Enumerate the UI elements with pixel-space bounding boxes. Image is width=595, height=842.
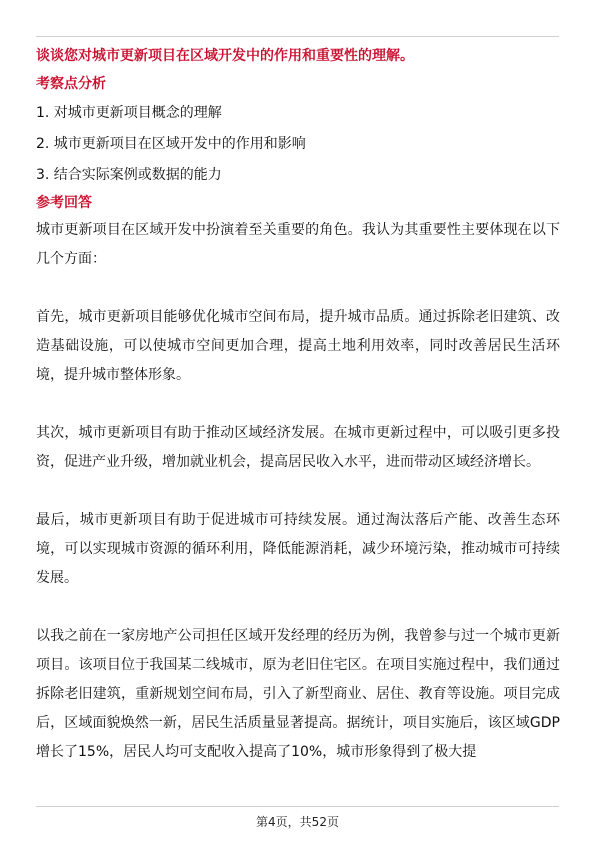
answer-paragraph-last: 最后，城市更新项目有助于促进城市可持续发展。通过淘汰落后产能、改善生态环境，可以实现城市资源的循环利用，降低能源消耗，减少环境污染，推动城市可持续发展。 — [36, 512, 560, 586]
bottom-divider — [36, 806, 559, 807]
question-title: 谈谈您对城市更新项目在区域开发中的作用和重要性的理解。 — [36, 48, 414, 64]
top-divider — [36, 36, 559, 37]
analysis-list — [36, 98, 559, 191]
analysis-item: 1. 对城市更新项目概念的理解 — [36, 105, 222, 121]
answer-heading: 参考回答 — [36, 195, 92, 211]
answer-paragraph-second: 其次，城市更新项目有助于推动区域经济发展。在城市更新过程中，可以吸引更多投资，促进产业升级，增加就业机会，提高居民收入水平，进而带动区域经济增长。 — [36, 425, 560, 470]
answer-body — [36, 216, 560, 767]
answer-paragraph-example: 以我之前在一家房地产公司担任区域开发经理的经历为例，我曾参与过一个城市更新项目。该项目位于我国某二线城市，原为老旧住宅区。在项目实施过程中，我们通过拆除老旧建筑，重新规划空间布局，引入了新型商业、居住、教育等设施。项目完成后，区域面貌焕然一新，居民生活质量显著提高。据统计，项目实施后，该区域GDP增长了15%，居民人均可支配收入提高了10%，城市形象得到了极大提 — [36, 628, 560, 760]
analysis-item: 2. 城市更新项目在区域开发中的作用和影响 — [36, 136, 306, 152]
answer-paragraph-intro: 城市更新项目在区域开发中扮演着至关重要的角色。我认为其重要性主要体现在以下几个方面： — [36, 222, 560, 267]
page-number: 第4页，共52页 — [256, 815, 339, 829]
analysis-heading: 考察点分析 — [36, 76, 106, 92]
answer-paragraph-first: 首先，城市更新项目能够优化城市空间布局，提升城市品质。通过拆除老旧建筑、改造基础设施，可以使城市空间更加合理，提高土地利用效率，同时改善居民生活环境，提升城市整体形象。 — [36, 309, 560, 383]
analysis-item: 3. 结合实际案例或数据的能力 — [36, 167, 222, 183]
